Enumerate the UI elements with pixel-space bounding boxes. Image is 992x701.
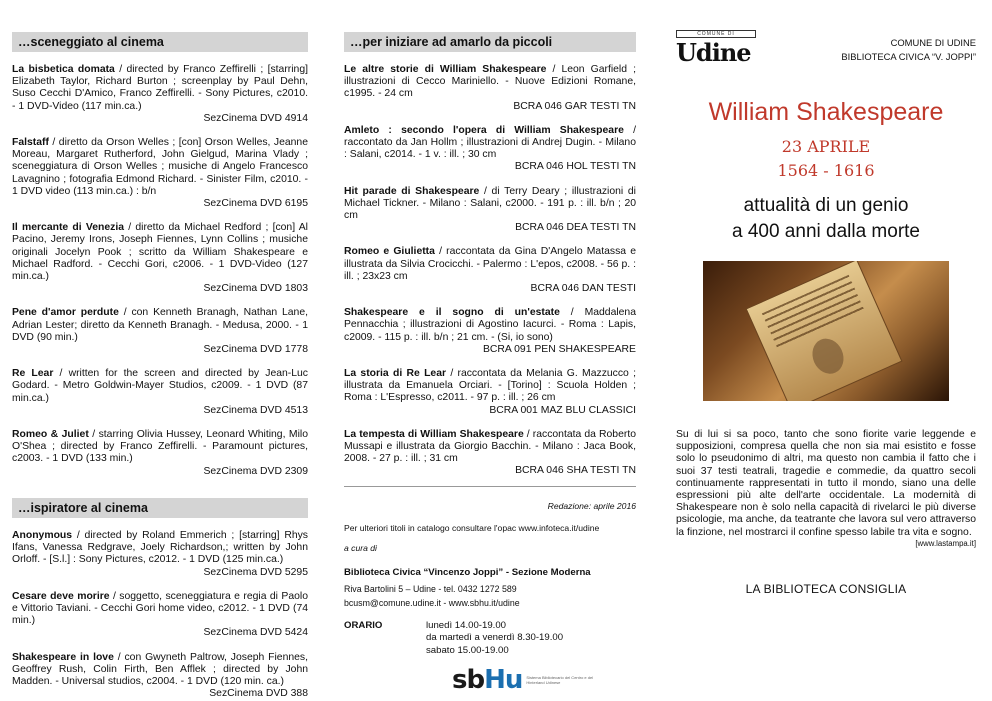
sbhu-logo-caption: Sistema Bibliotecario del Centro e del Hinterland Udinese <box>526 674 594 685</box>
entry-description: / diretto da Orson Welles ; [con] Orson Welles, Jeanne Moreau, Margaret Rutherford, John Gielgud, Marina Vlady ; sceneggiatura di Orson Welles ; musiche di Angelo Francesco Lavagnino ; fotografia Edmond Richard. - Sinister Film, c2010. - 1 DVD video (113 min.ca.) : b/n <box>12 137 308 197</box>
hours-list <box>426 620 563 657</box>
section-heading-ispiratore: …ispiratore al cinema <box>12 498 308 518</box>
entry-description: / raccontato da Jan Hollm ; illustrazioni di Andrej Dugin. - Milano : Salani, c2014. - 1 v. : ill. ; 30 cm <box>344 124 636 161</box>
address-line: Riva Bartolini 5 – Udine - tel. 0432 1272 589 <box>344 583 517 594</box>
udine-logo <box>676 30 756 72</box>
entry-callnumber: BCRA 046 HOL TESTI TN <box>514 161 636 173</box>
entry-title: Falstaff <box>12 137 49 149</box>
hours-line: sabato 15.00-19.00 <box>426 644 509 656</box>
catalog-entry <box>12 429 308 478</box>
udine-logo-word: Udine <box>676 38 751 67</box>
entry-description: / diretto da Michael Redford ; [con] Al Pacino, Jeremy Irons, Joseph Fiennes, Lynn Collins ; musiche originali Jocelyn Pook ; scritto da William Shakespeare e Michael Radford. - Cecchi Gori, c2006. - 1 DVD-Video (127 min.ca.) <box>12 222 308 283</box>
entry-description: / Maddalena Pennacchia ; illustrazioni di Agostino Iacurci. - Roma : Lapis, c2009. - 115 p. : ill. b/n ; 21 cm. - (Si, io sono) <box>344 307 636 343</box>
entry-callnumber: SezCinema DVD 6195 <box>203 198 308 210</box>
opening-hours <box>344 620 636 657</box>
catalog-entry <box>344 125 636 174</box>
entry-callnumber: SezCinema DVD 5295 <box>203 566 308 578</box>
cover-title: William Shakespeare <box>708 98 944 126</box>
entry-callnumber: BCRA 091 PEN SHAKESPEARE <box>482 343 636 355</box>
entry-title: Il mercante di Venezia <box>12 222 125 234</box>
entry-callnumber: SezCinema DVD 5424 <box>203 627 308 639</box>
catalog-entry <box>12 222 308 295</box>
entry-title: Anonymous <box>12 529 73 541</box>
catalog-entry <box>344 368 636 417</box>
cover-years: 1564 - 1616 <box>777 161 875 180</box>
biblioteca-name: BIBLIOTECA CIVICA “V. JOPPI” <box>841 51 976 62</box>
footer-consiglia: LA BIBLIOTECA CONSIGLIA <box>745 581 907 596</box>
entry-description: / written for the screen and directed by Jean-Luc Godard. - Metro Goldwin-Mayer Studios, c2009. - 1 DVD (87 min.ca.) <box>12 368 308 404</box>
entry-callnumber: SezCinema DVD 1778 <box>203 344 308 356</box>
entry-callnumber: SezCinema DVD 388 <box>209 688 308 700</box>
entry-title: La storia di Re Lear <box>344 368 447 380</box>
section-heading-piccoli: …per iniziare ad amarlo da piccoli <box>344 32 636 52</box>
entry-description: / raccontata da Gina D'Angelo Matassa e illustrata da Silvia Crocicchi. - Palermo : L'epos, c2008. - 56 p. : ill. ; 23x23 cm <box>344 246 636 282</box>
cover-subtitle <box>676 193 976 245</box>
catalog-entry <box>344 429 636 478</box>
entry-callnumber: SezCinema DVD 4914 <box>203 112 308 124</box>
entry-list-sceneggiato <box>12 64 308 478</box>
separator-line <box>344 486 636 487</box>
entry-callnumber: BCRA 046 SHA TESTI TN <box>515 465 636 477</box>
entry-list-piccoli <box>344 64 636 478</box>
entry-description: / Leon Garfield ; illustrazioni di Cecco Mariniello. - Nuove Edizioni Romane, c1995. - 24 cm <box>344 64 636 100</box>
opac-info: Per ulteriori titoli in catalogo consultare l'opac www.infoteca.it/udine <box>344 522 600 533</box>
redazione-note: Redazione: aprile 2016 <box>547 500 636 511</box>
catalog-entry <box>344 246 636 295</box>
catalog-entry <box>344 307 636 356</box>
description: Su di lui si sa poco, tanto che sono fiorite varie leggende e supposizioni, compresa quella che non sia mai esistito e fosse solo lo pseudonimo di altri, ma questo non cambia il fatto che i suoi 37 testi teatrali, tragedie e commedie, da quattro secoli continuamente rappresentati in tutto il mondo, siano una delle espressioni più alte dell'arte occidentale. La modernità di Shakespeare non è solo nella capacità di rivelarci le più diverse psicologie, ma anche, da teatrante che lavora sul vero attraverso la finzione, nel mostrarci il confine spesso labile tra vita e sogno. <box>676 429 976 538</box>
orario-label: ORARIO <box>344 619 383 631</box>
page-text-lines <box>762 275 865 350</box>
entry-title: La tempesta di William Shakespeare <box>344 428 524 440</box>
catalog-entry <box>344 186 636 235</box>
entry-callnumber: SezCinema DVD 1803 <box>203 283 308 295</box>
entry-description: / raccontata da Melania G. Mazzucco ; illustrata da Emanuela Orciari. - [Torino] : Scuola Holden ; Roma : L'Espresso, c2011. - 97 p. : ill. ; 26 cm <box>344 368 637 404</box>
cover-date: 23 APRILE <box>781 137 871 156</box>
catalog-entry <box>12 137 308 210</box>
sbhu-logo <box>452 665 636 695</box>
catalog-entry <box>12 652 308 701</box>
catalog-entry <box>12 368 308 417</box>
subtitle-line-2: a 400 anni dalla morte <box>731 221 920 242</box>
entry-title: Shakespeare in love <box>12 651 114 663</box>
column-bambini <box>344 0 636 695</box>
catalog-entry <box>344 64 636 113</box>
entry-callnumber: SezCinema DVD 4513 <box>203 404 308 416</box>
entry-description: / soggetto, sceneggiatura e regia di Paolo e Vittorio Taviani. - Cecchi Gori home video, c2012. - 1 DVD (74 min.) <box>12 590 308 627</box>
entry-description: / con Gwyneth Paltrow, Joseph Fiennes, Geoffrey Rush, Colin Firth, Ben Afflek ; directed by John Madden. - Universal studios, c2004. - 1 DVD (120 min. ca.) <box>12 651 308 687</box>
entry-title: Hit parade di Shakespeare <box>344 185 480 197</box>
entry-callnumber: BCRA 046 DAN TESTI <box>530 283 636 295</box>
section-heading-sceneggiato: …sceneggiato al cinema <box>12 32 308 52</box>
a-cura-di: a cura di <box>344 542 377 553</box>
library-address <box>344 582 636 610</box>
hours-line: lunedì 14.00-19.00 <box>426 619 507 631</box>
entry-description: / directed by Roland Emmerich ; [starring] Rhys Ifans, Vanessa Redgrave, Joely Richardson,; written by John Orloff. - [S.l.] : Sony Pictures, c2012. - 1 DVD (125 min.ca.) <box>12 529 308 566</box>
subtitle-line-1: attualità di un genio <box>743 195 909 216</box>
entry-title: Cesare deve morire <box>12 590 110 602</box>
hours-line: da martedì a venerdì 8.30-19.00 <box>426 632 564 644</box>
entry-title: Re Lear <box>12 368 54 380</box>
entry-title: La bisbetica domata <box>12 64 115 75</box>
entry-description: / con Kenneth Branagh, Nathan Lane, Adrian Lester; diretto da Kenneth Branagh. - Medusa, 2000. - 1 DVD (90 min.) <box>12 307 309 343</box>
entry-callnumber: BCRA 046 DEA TESTI TN <box>515 222 636 234</box>
entry-title: Le altre storie di William Shakespeare <box>344 64 547 75</box>
entry-list-ispiratore <box>12 530 308 700</box>
entry-description: / starring Olivia Hussey, Leonard Whiting, Milo O'Shea ; directed by Franco Zeffirelli. - Paramount pictures, c2003. - 1 DVD (133 min.) <box>12 429 308 465</box>
cover-header <box>676 30 976 72</box>
comune-header <box>841 36 976 72</box>
entry-title: Pene d'amor perdute <box>12 307 119 319</box>
entry-title: Amleto : secondo l'opera di William Shakespeare <box>344 124 624 136</box>
portrait-engraving <box>807 334 849 379</box>
entry-title: Shakespeare e il sogno di un'estate <box>344 307 560 319</box>
library-name: Biblioteca Civica “Vincenzo Joppi” - Sezione Moderna <box>344 566 591 578</box>
udine-logo-top: COMUNE DI <box>676 30 756 38</box>
entry-title: Romeo & Juliet <box>12 429 89 441</box>
comune-name: COMUNE DI UDINE <box>890 37 976 48</box>
entry-title: Romeo e Giulietta <box>344 246 435 258</box>
entry-callnumber: BCRA 046 GAR TESTI TN <box>513 100 636 112</box>
source-credit: [www.lastampa.it] <box>915 538 976 548</box>
sbhu-logo-text: sbHu <box>452 664 523 695</box>
shakespeare-book-photo <box>703 261 949 401</box>
contacts-line: bcusm@comune.udine.it - www.sbhu.it/udine <box>344 597 520 608</box>
column-cover <box>676 0 976 596</box>
entry-callnumber: BCRA 001 MAZ BLU CLASSICI <box>489 404 636 416</box>
catalog-entry <box>12 64 308 125</box>
entry-description: / raccontata da Roberto Mussapi e illustrata da Giorgio Bacchin. - Milano : Jaca Book, 2008. - 27 p. : ill. ; 31 cm <box>344 428 636 465</box>
column-cinema <box>12 0 308 700</box>
catalog-entry <box>12 307 308 356</box>
catalog-entry <box>12 530 308 579</box>
entry-description: / di Terry Deary ; illustrazioni di Michael Tickner. - Milano : Salani, c2000. - 191 p. : ill. b/n ; 20 cm <box>344 185 636 222</box>
entry-description: / directed by Franco Zeffirelli ; [starring] Elizabeth Taylor, Richard Burton ; screenplay by Paul Dehn, Suso Cecchi D'Amico, Franco Zeffirelli. - Sony Pictures, c2010. - 1 DVD-Video (117 min.ca.) <box>12 64 308 112</box>
book-page <box>745 261 902 401</box>
catalog-entry <box>12 591 308 640</box>
entry-callnumber: SezCinema DVD 2309 <box>203 465 308 477</box>
